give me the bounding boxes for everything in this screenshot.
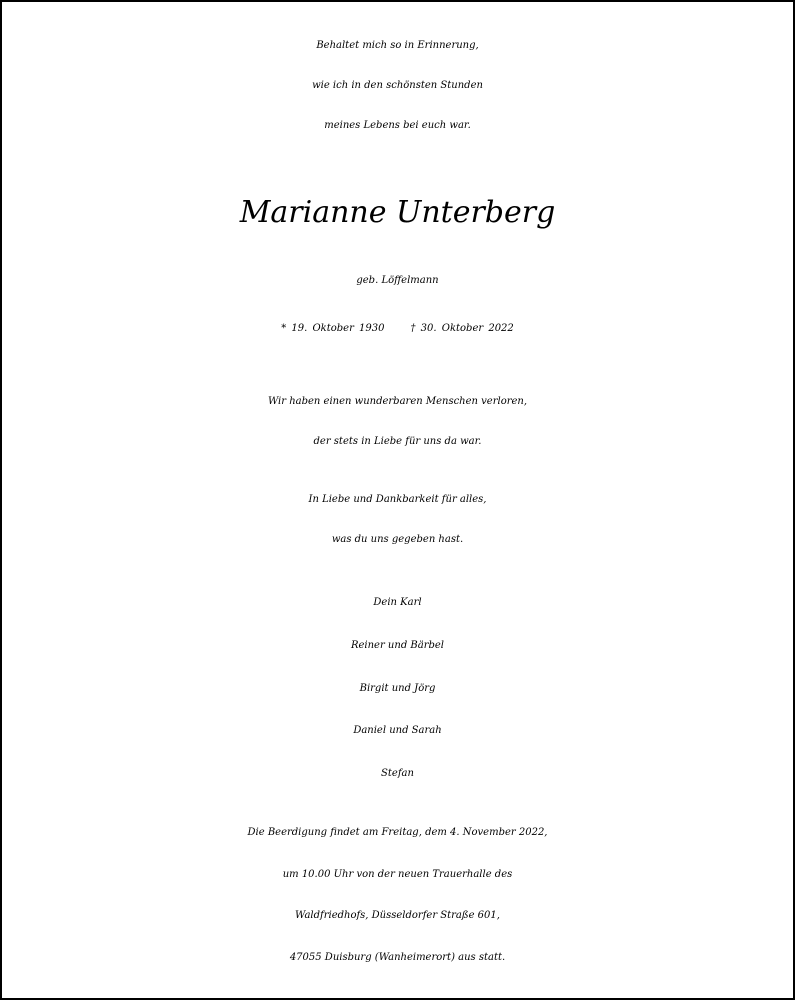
- mourner-name: Reiner und Bärbel: [350, 640, 445, 651]
- life-dates: [2, 312, 793, 346]
- mourner-name: Birgit und Jörg: [359, 683, 436, 694]
- message-line: Wir haben einen wunderbaren Menschen verloren,: [267, 396, 528, 407]
- deceased-name: Marianne Unterberg: [239, 195, 556, 230]
- mourner-name: Stefan: [381, 768, 414, 779]
- motto-line: Behaltet mich so in Erinnerung,: [316, 40, 479, 51]
- birth-date: * 19. Oktober 1930: [281, 323, 385, 334]
- motto-line: wie ich in den schönsten Stunden: [312, 80, 483, 91]
- birth-name: geb. Löffelmann: [356, 275, 439, 286]
- motto-line: meines Lebens bei euch war.: [324, 120, 471, 131]
- gratitude-line: was du uns gegeben hast.: [331, 534, 464, 545]
- mourner-name: Daniel und Sarah: [353, 725, 442, 736]
- death-date: † 30. Oktober 2022: [410, 323, 514, 334]
- mourner-name: Dein Karl: [373, 597, 422, 608]
- gratitude-line: In Liebe und Dankbarkeit für alles,: [308, 494, 487, 505]
- funeral-info-line: um 10.00 Uhr von der neuen Trauerhalle des: [282, 869, 513, 880]
- funeral-info-line: Die Beerdigung findet am Freitag, dem 4. November 2022,: [247, 827, 548, 838]
- funeral-info-line: Waldfriedhofs, Düsseldorfer Straße 601,: [295, 910, 500, 921]
- message-line: der stets in Liebe für uns da war.: [313, 436, 482, 447]
- funeral-info-line: 47055 Duisburg (Wanheimerort) aus statt.: [289, 952, 506, 963]
